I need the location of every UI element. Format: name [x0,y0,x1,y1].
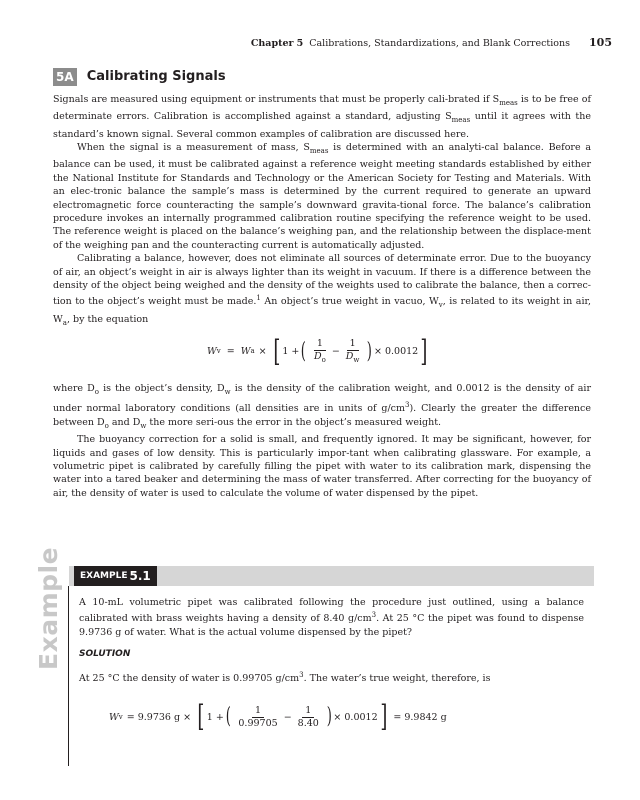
eq1-lhs: W [207,346,217,358]
eq1-f1-den-sub: o [321,356,326,365]
eq1-minus: − [331,346,340,358]
p4-text-d: ). Clearly the greater the difference between D [53,403,591,428]
eq2-minus: − [283,711,292,723]
p4-sub-d: o [104,421,109,430]
eq2-lhs-sub: v [118,713,123,721]
p3-text-a: Calibrating a balance, however, does not eliminate all sources of determinate error. Due to the buoyancy of air, an object’s weight in air is always lighter than its weight in vacuum. If there is a difference between the density of the object being weighed and the density of the weights used to calibrate the balance, then a correc-tion to the object’s weight must be made. [53,253,591,308]
chapter-label: Chapter [250,38,294,49]
example-tab-number: 5.1 [129,569,151,583]
chapter-title: Calibrations, Standardizations, and Blank Corrections [309,38,570,49]
p4-sub-b: w [224,388,231,396]
eq2-fraction-2 [295,705,322,730]
eq1-f2-den [343,351,363,366]
p3-text-b: An object’s true weight in vacuo, W [260,296,439,308]
example-solution [79,669,584,686]
example-side-label: Example [34,546,63,670]
example-box [34,546,604,766]
p3-text-d: , by the equation [66,313,149,325]
section-heading [53,66,226,86]
eq1-f1-den [311,351,329,366]
paragraph-2 [53,141,591,252]
p1-text-c: until it agrees with the standard’s known signal. Several common examples of calibration are discussed here. [53,111,591,140]
chapter-heading [251,38,570,49]
eq1-f2-den-sub: w [353,356,360,365]
eq1-left-paren: ( [301,339,307,365]
running-header [0,36,640,54]
eq1-times-air: × 0.0012 [374,346,419,358]
body-text [53,93,591,500]
eq1-f2-num: 1 [347,338,359,351]
eq1-fraction-1 [311,338,329,366]
p4-text-e: and D [108,416,141,428]
p3-sub-c: a [62,318,67,327]
example-tab [74,566,157,586]
p4-text-c: is the density of the calibration weight, and 0.0012 is the density of air under normal laboratory conditions (all densities are in units of g/cm [53,383,591,415]
eq2-one-plus: 1 + [206,711,224,723]
eq2-mid: = 9.9736 g × [126,711,192,723]
p3-sub-b: v [438,301,443,310]
eq2-left-paren: ( [225,704,231,729]
example-solution-b: . The water’s true weight, therefore, is [303,672,491,684]
eq2-lhs: W [109,711,119,723]
paragraph-3 [53,252,591,330]
section-title: Calibrating Signals [86,69,226,84]
example-problem [79,596,584,639]
eq1-one-plus: 1 + [282,346,300,358]
eq2-fraction-1 [235,705,280,730]
solution-label: SOLUTION [79,649,131,660]
eq2-right-paren: ) [326,704,332,729]
p3-text-c: , is related to its weight in air, W [53,296,592,325]
eq1-lhs-sub: v [216,347,221,356]
chapter-number: 5 [296,38,304,49]
eq1-wa: W [240,346,251,358]
p4-sup-c: 3 [405,401,410,410]
eq1-f1-den-var: D [313,351,322,363]
paragraph-1 [53,93,591,141]
example-rule [68,586,69,766]
p2-text-b: is determined with an analyti-cal balance. Before a balance can be used, it must be calibrated against a reference weight meeting standards established by either the National Institute for Standards and Technology or the American Society for Testing and Materials. With an elec-tronic balance the sample’s mass is determined by the current required to generate an upward electromagnetic force counteracting the sample’s downward gravita-tional force. The balance’s calibration procedure invokes an internally programmed calibration routine specifying the reference weight to be used. The reference weight is placed on the balance’s weighing pan, and the relationship between the displace-ment of the weighing pan and the counteracting current is automatically adjusted. [53,142,591,251]
example-problem-b: . At 25 °C the pipet was found to dispense 9.9736 g of water. What is the actual volume dispensed by the pipet? [79,613,584,638]
eq1-fraction-2 [343,338,363,366]
p4-text-f: the more seri-ous the error in the object’s measured weight. [146,416,442,428]
p3-footnote-ref: 1 [256,294,261,303]
eq2-f1-num: 1 [252,705,264,718]
eq1-right-paren: ) [367,339,373,365]
eq2-f2-den: 8.40 [297,717,319,729]
eq1-f2-den-var: D [345,351,354,363]
page-number: 105 [589,36,612,49]
eq2-f1-den: 0.99705 [238,717,278,729]
example-text [79,596,584,685]
section-badge: 5A [53,68,77,86]
p4-sub-a: o [94,388,99,396]
eq1-right-bracket: ] [420,334,428,370]
equation-buoyancy [53,333,591,377]
eq1-left-bracket: [ [272,334,280,370]
p4-sub-e: w [140,421,147,430]
eq2-result: = 9.9842 g [393,711,447,723]
paragraph-4 [53,382,591,433]
p2-sub-a: meas [309,146,329,155]
eq1-equals: = [226,346,235,358]
equation-example [109,699,447,734]
p2-text-a: When the signal is a measurement of mass, S [77,142,310,153]
paragraph-5: The buoyancy correction for a solid is small, and frequently ignored. It may be significant, however, for liquids and gases of low density. This is particularly impor-tant when calibrating glassware. For example, a volumetric pipet is calibrated by carefully filling the pipet with water to its calibration mark, dispensing the water into a tared beaker and determining the mass of water transferred. After correcting for the buoyancy of air, the density of water is used to calculate the volume of water dispensed by the pipet. [53,434,591,499]
eq1-f1-num: 1 [314,338,326,351]
p1-text-a: Signals are measured using equipment or instruments that must be properly cali-brated if S [53,94,500,105]
example-tab-label: EXAMPLE [80,571,128,581]
eq2-tail: × 0.0012 [333,711,378,723]
p1-text-b: is to be free of determinate errors. Calibration is accomplished against a standard, adjusting S [53,94,591,123]
example-solution-sup: 3 [299,670,304,679]
eq2-right-bracket: ] [379,699,388,734]
eq2-f2-num: 1 [302,705,314,718]
example-solution-a: At 25 °C the density of water is 0.99705 g/cm [79,672,300,684]
eq2-left-bracket: [ [197,699,205,734]
p4-text-a: where D [53,383,95,395]
eq1-times: × [258,346,267,358]
example-problem-sup: 3 [371,611,377,620]
p4-text-b: is the object’s density, D [98,383,225,395]
p1-sub-a: meas [499,98,518,107]
p1-sub-b: meas [451,116,471,125]
example-problem-a: A 10-mL volumetric pipet was calibrated following the procedure just outlined, using a balance calibrated with brass weights having a density of 8.40 g/cm [79,597,584,625]
eq1-wa-sub: a [250,347,255,356]
